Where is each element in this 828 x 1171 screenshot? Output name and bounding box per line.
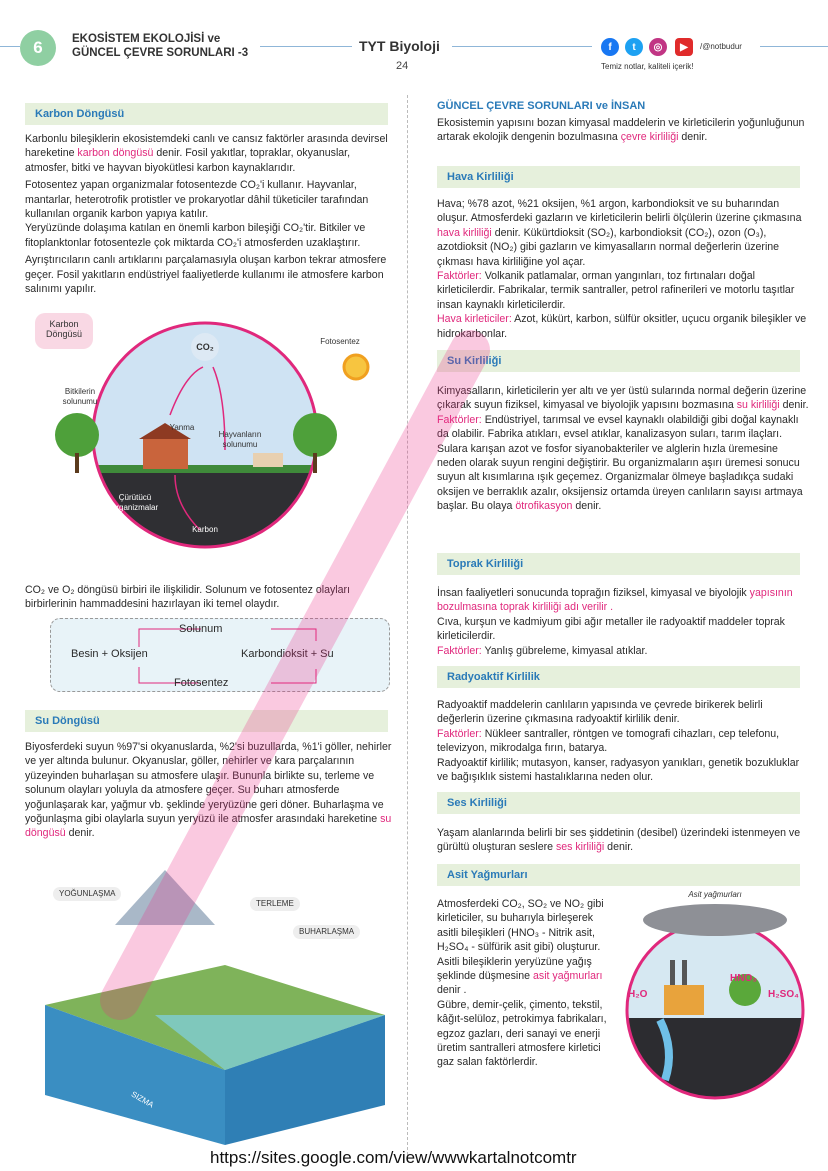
terleme-label: TERLEME xyxy=(250,897,300,911)
besin-oksijen-label: Besin + Oksijen xyxy=(71,648,148,660)
subject-title: TYT Biyoloji xyxy=(359,38,440,54)
karbon-text: Karbonlu bileşiklerin ekosistemdeki canlı ve cansız faktörler arasında devirsel hareketine karbon döngüsü denir. Fosil yakıtlar, topraklar, okyanuslar, atmosfer, bitki ve hayvan biyokütlesi karbon kaynaklarıdır. Fotosentez yapan organizmalar fotosentezde CO₂'i kullanır. Hayvanlar, mantarlar, heterotrofik protistler ve prokaryotlar dâhil tüketiciler tarafından kullanılan organik karbon yapıya katılır. Yeryüzünde dolaşıma katılan en önemli karbon bileşiği CO₂'tir. Bitkiler ve fitoplanktonlar fotosentezle çok miktarda CO₂'i atmosferden uzaklaştırır. Ayrıştırıcıların canlı artıklarını parçalamasıyla oluşan karbon tekrar atmosfere geçer. Fosil yakıtların endüstriyel faaliyetlerde kullanımı ile atmosfere karbon salınımı yapılır. xyxy=(25,133,388,296)
water-cycle-diagram xyxy=(25,855,395,1145)
unit-title-line-2: GÜNCEL ÇEVRE SORUNLARI -3 xyxy=(72,47,249,59)
instagram-icon[interactable]: ◎ xyxy=(649,38,667,56)
su-kirliligi-text: Kimyasalların, kirleticilerin yer altı ve yer üstü sularında normal değerin üzerine çıkarak suyun fiziksel, kimyasal ve biyolojik yapısını bozmasına su kirliliği denir. Faktörler: Endüstriyel, tarımsal ve evsel kaynaklı olabildiği gibi doğal kaynaklı da olabilir. Fabrika atıkları, evsel atıklar, kanalizasyon suları, tarım ilaçları. Sulara karışan azot ve fosfor siyanobakteriler ve alglerin hızla üremesine neden olarak suyun rengini değiştirir. Bu organizmaların aşırı üremesi sonucu suyun alt kısımlarına ışık geçemez. Organizmalar ölmeye başladıkça sudaki oksijen ve berraklık azalır, oksijensiz ortamda üreyen canlıların sayısı artmaya başlar. Bu olaya ötrofikasyon denir. xyxy=(437,385,809,513)
ses-text: Yaşam alanlarında belirli bir ses şiddetinin (desibel) üzerindeki istenmeyen ve gürültü oluşturan seslere ses kirliliği denir. xyxy=(437,827,801,854)
social-handle: /@notbudur xyxy=(700,42,742,51)
section-header-ses: Ses Kirliliği xyxy=(437,792,800,814)
diagram-badge: Karbon Döngüsü xyxy=(45,319,83,339)
yanma-label: Yanma xyxy=(169,423,195,432)
sizma-label: SIZMA xyxy=(129,1089,156,1110)
karbon-label: Karbon xyxy=(192,525,218,534)
carbon-cycle-diagram xyxy=(25,305,395,560)
slogan: Temiz notlar, kaliteli içerik! xyxy=(601,62,694,71)
column-divider xyxy=(407,95,408,1155)
section-header-toprak: Toprak Kirliliği xyxy=(437,553,800,575)
unit-number-badge: 6 xyxy=(20,30,56,66)
acid-rain-title: Asit yağmurları xyxy=(688,890,742,899)
curutucu-label: Çürütücü organizmalar xyxy=(111,493,159,512)
section-header-hava: Hava Kirliliği xyxy=(437,166,800,188)
h2o-label: H₂O xyxy=(628,989,648,1000)
fotosentez-box-label: Fotosentez xyxy=(174,677,229,689)
respiration-photosynthesis-box xyxy=(50,618,390,692)
buharlasma-label: BUHARLAŞMA xyxy=(293,925,360,939)
karbondioksit-su-label: Karbondioksit + Su xyxy=(241,648,334,660)
toprak-text: İnsan faaliyetleri sonucunda toprağın fiziksel, kimyasal ve biyolojik yapısının bozulmasına toprak kirliliği adı verilir . Cıva, kurşun ve kadmiyum gibi ağır metaller ile radyoaktif maddeler toprak kirleticilerdir. Faktörler: Yanlış gübreleme, kimyasal atıklar. xyxy=(437,587,793,657)
h2so4-label: H₂SO₄ xyxy=(768,989,799,1000)
section-header-karbon: Karbon Döngüsü xyxy=(25,103,388,125)
fotosentez-label: Fotosentez xyxy=(320,337,360,346)
unit-title-line-1: EKOSİSTEM EKOLOJİSİ ve xyxy=(72,33,221,45)
co2-label: CO₂ xyxy=(196,342,214,352)
section-header-asit: Asit Yağmurları xyxy=(437,864,800,886)
co2-o2-text: CO₂ ve O₂ döngüsü birbiri ile ilişkilidir. Solunum ve fotosentez olayları birbirlerinin hammaddesini hazırlayan iki temel olaydır. xyxy=(25,584,351,611)
twitter-icon[interactable]: t xyxy=(625,38,643,56)
su-dongusu-text: Biyosferdeki suyun %97'si okyanuslarda, %2'si buzullarda, %1'i göller, nehirler ve yer altında bulunur. Okyanuslar, göller, nehirler ve kara parçalarının yüzeyinden buharlaşan su atmosfere ulaşır. Bununla birlikte su, terleme ve solunum olayları yoluyla da atmosfere geçer. Su buharı atmosferde yoğunlaşarak kar, yağmur vb. şeklinde yeryüzüne geri döner. Buharlaşma ve yoğunlaşma gibi olaylarla suyun yeryüzü ile atmosfer arasındaki hareketine su döngüsü denir. xyxy=(25,741,392,840)
right-title: GÜNCEL ÇEVRE SORUNLARI ve İNSAN xyxy=(437,100,646,112)
radyoaktif-text: Radyoaktif maddelerin canlıların yapısında ve çevrede birikerek belirli değerlerin üzerine çıkmasına radyoaktif kirlilik denir. Faktörler: Nükleer santraller, röntgen ve tomografi cihazları, cep telefonu, televizyon, mikrodalga fırın, batarya. Radyoaktif kirlilik; mutasyon, kanser, radyasyon yanıkları, genetik bozukluklar ve bağışıklık sistemi hastalıklarına neden olur. xyxy=(437,699,800,784)
hno3-label: HNO₃ xyxy=(730,973,757,984)
section-header-su-kirliligi: Su Kirliliği xyxy=(437,350,800,372)
asit-text: Atmosferdeki CO₂, SO₂ ve NO₂ gibi kirleticiler, su buharıyla birleşerek asitli bileşikleri (HNO₃ - Nitrik asit, H₂SO₄ - sülfürik asit gibi) oluşturur. Asitli bileşiklerin yeryüzüne yağış şeklinde düşmesine asit yağmurları denir . Gübre, demir-çelik, çimento, tekstil, kâğıt-selüloz, petrokimya fabrikaları, egzoz gazları, deri sanayi ve enerji üretim santralleri atmosfere kirletici gaz salan faktörlerdir. xyxy=(437,898,607,1069)
hava-text: Hava; %78 azot, %21 oksijen, %1 argon, karbondioksit ve su buharından oluşur. Atmosferdeki gazların ve kirleticilerin belirli ölçülerin üzerine çıkmasına hava kirliliği denir. Kükürtdioksit (SO₂), karbondioksit (CO₂), ozon (O₃), azotdioksit (NO₂) gibi gazların ve kimyasalların normal değerlerin üzerine çıkması hava kirliliğine yol açar. Faktörler: Volkanik patlamalar, orman yangınları, toz fırtınaları doğal kirleticilerdir. Fabrikalar, termik santraller, petrol rafinerileri ve motorlu taşıtlar insan kaynaklı kirleticilerdir. Hava kirleticiler: Azot, kükürt, karbon, sülfür oksitler, uçucu organik bileşikler ve hidrokarbonlar. xyxy=(437,198,807,340)
solunum-label: Solunum xyxy=(179,623,223,635)
acid-rain-diagram xyxy=(620,890,810,1110)
bitki-solunum-label: Bitkilerin solunumu xyxy=(62,387,98,406)
hayvan-solunum-label: Hayvanların solunumu xyxy=(218,430,262,449)
youtube-icon[interactable]: ▶ xyxy=(675,38,693,56)
page-number: 24 xyxy=(396,60,409,72)
intro-text: Ekosistemin yapısını bozan kimyasal maddelerin ve kirleticilerin yoğunluğunun artarak ekolojik dengenin bozulmasına çevre kirliliği denir. xyxy=(437,117,805,144)
facebook-icon[interactable]: f xyxy=(601,38,619,56)
section-header-radyoaktif: Radyoaktif Kirlilik xyxy=(437,666,800,688)
yogunlasma-label: YOĞUNLAŞMA xyxy=(53,887,121,901)
overlay-url: https://sites.google.com/view/wwwkartalnotcomtr xyxy=(210,1148,577,1167)
section-header-su-dongusu: Su Döngüsü xyxy=(25,710,388,732)
unit-title xyxy=(72,32,248,60)
